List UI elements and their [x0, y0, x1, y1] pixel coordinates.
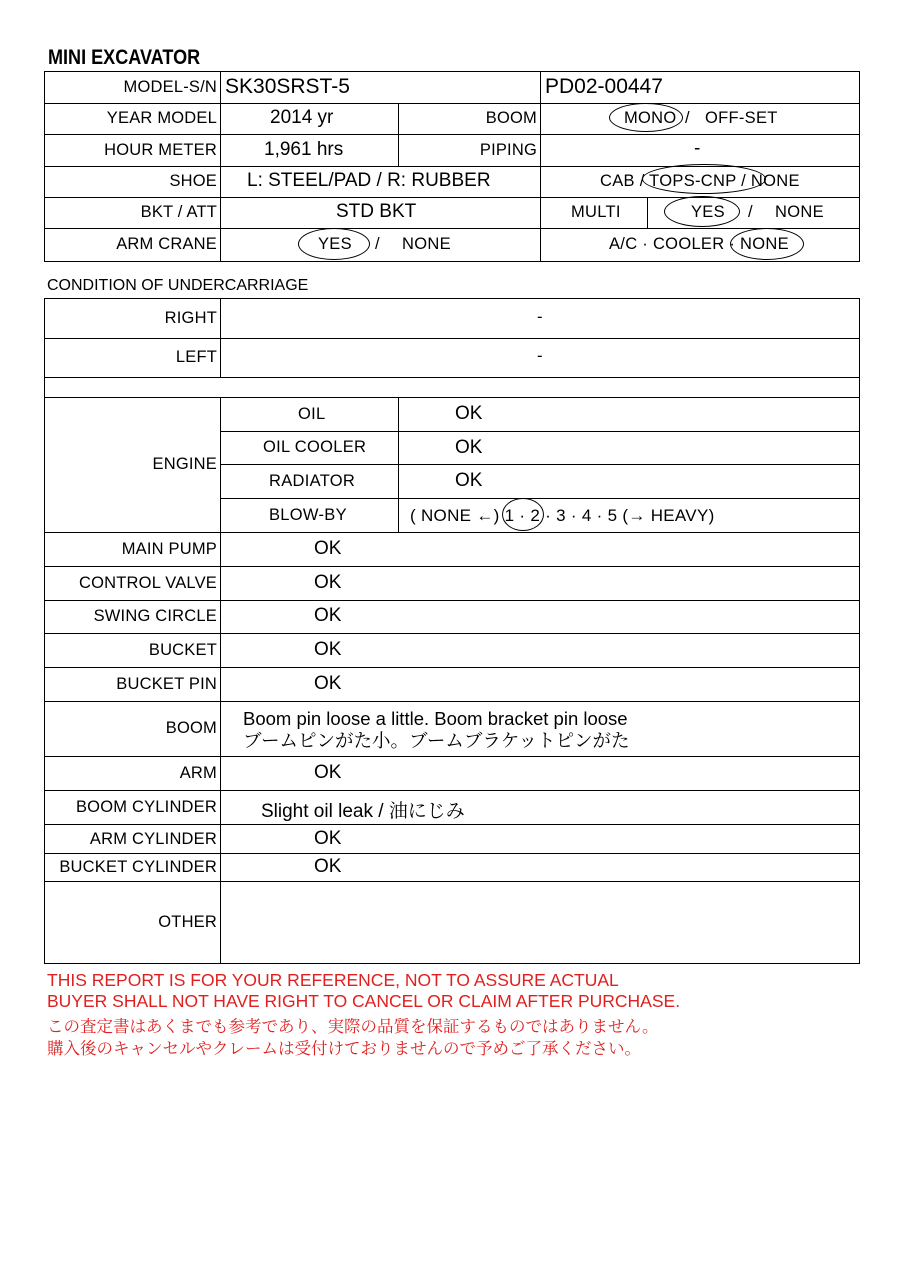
shoe-label: SHOE: [169, 172, 217, 190]
selected-circle-mark: [664, 196, 740, 227]
selected-circle-mark: [609, 103, 683, 132]
selected-circle-mark: [730, 228, 804, 260]
boom-value-en: Boom pin loose a little. Boom bracket pin loose: [243, 708, 628, 729]
ac-options: A/C · COOLER · NONE: [609, 235, 789, 253]
disclaimer-line-2: BUYER SHALL NOT HAVE RIGHT TO CANCEL OR CLAIM AFTER PURCHASE.: [47, 991, 681, 1011]
boom-value-jp: ブームピンがた小。ブームブラケットピンがた: [243, 730, 630, 751]
hour-value: 1,961 hrs: [264, 139, 344, 160]
selected-circle-mark: [298, 228, 370, 260]
bucket-label: BUCKET: [148, 641, 217, 659]
arm-crane-label: ARM CRANE: [116, 235, 217, 253]
arm-cylinder-label: ARM CYLINDER: [89, 830, 217, 848]
boom-label: BOOM: [165, 719, 217, 737]
control-valve-label: CONTROL VALVE: [79, 574, 217, 592]
shoe-value: L: STEEL/PAD / R: RUBBER: [247, 170, 491, 191]
multi-label: MULTI: [571, 203, 621, 221]
oil-cooler-value: OK: [455, 437, 483, 458]
blowby-scale: ( NONE ←) 1 · 2 · 3 · 4 · 5 (→ HEAVY): [410, 506, 715, 525]
swing-circle-label: SWING CIRCLE: [93, 607, 217, 625]
arm-crane-sep: /: [375, 235, 380, 253]
other-label: OTHER: [158, 913, 217, 931]
boom-type-label: BOOM: [485, 109, 537, 127]
left-value: -: [537, 347, 543, 365]
blowby-label: BLOW-BY: [269, 506, 347, 524]
year-value: 2014 yr: [270, 107, 334, 128]
multi-none: NONE: [775, 203, 824, 221]
arm-cylinder-value: OK: [314, 828, 342, 849]
arm-crane-yes: YES: [318, 235, 352, 253]
main-pump-label: MAIN PUMP: [121, 540, 217, 558]
bucket-value: OK: [314, 639, 342, 660]
radiator-label: RADIATOR: [269, 472, 356, 490]
undercarriage-heading: CONDITION OF UNDERCARRIAGE: [47, 277, 309, 294]
radiator-value: OK: [455, 470, 483, 491]
disclaimer-line-3: この査定書はあくまでも参考であり、実際の品質を保証するものではありません。: [47, 1018, 659, 1036]
boom-option-mono: MONO: [624, 109, 677, 127]
oil-cooler-label: OIL COOLER: [263, 438, 367, 456]
oil-label: OIL: [298, 405, 326, 423]
piping-label: PIPING: [479, 141, 537, 159]
multi-yes: YES: [691, 203, 725, 221]
selected-circle-mark: [642, 164, 766, 194]
boom-cylinder-value: Slight oil leak / 油にじみ: [261, 801, 465, 822]
bkt-value: STD BKT: [336, 201, 417, 222]
oil-value: OK: [455, 403, 483, 424]
arm-label: ARM: [179, 764, 217, 782]
main-pump-value: OK: [314, 538, 342, 559]
model-label: MODEL-S/N: [123, 78, 217, 96]
multi-sep: /: [748, 203, 753, 221]
bkt-label: BKT / ATT: [140, 203, 217, 221]
engine-label: ENGINE: [152, 455, 217, 473]
swing-circle-value: OK: [314, 605, 342, 626]
piping-value: -: [694, 138, 701, 159]
bucket-cylinder-value: OK: [314, 856, 342, 877]
cab-options: CAB / TOPS-CNP / NONE: [600, 172, 800, 190]
boom-sep: /: [685, 109, 690, 127]
arm-crane-none: NONE: [402, 235, 451, 253]
arm-value: OK: [314, 762, 342, 783]
right-label: RIGHT: [164, 309, 217, 327]
bucket-cylinder-label: BUCKET CYLINDER: [59, 858, 217, 876]
right-value: -: [537, 308, 543, 326]
left-label: LEFT: [175, 348, 217, 366]
hour-label: HOUR METER: [104, 141, 217, 159]
boom-option-offset: OFF-SET: [705, 109, 778, 127]
boom-cylinder-label: BOOM CYLINDER: [75, 798, 217, 816]
bucket-pin-label: BUCKET PIN: [116, 675, 217, 693]
page-title: MINI EXCAVATOR: [48, 46, 201, 69]
serial-value: PD02-00447: [545, 75, 663, 98]
disclaimer-line-4: 購入後のキャンセルやクレームは受付けておりませんので予めご了承ください。: [47, 1040, 641, 1058]
selected-circle-mark: [502, 498, 544, 531]
control-valve-value: OK: [314, 572, 342, 593]
model-value: SK30SRST-5: [225, 75, 350, 98]
bucket-pin-value: OK: [314, 673, 342, 694]
disclaimer-line-1: THIS REPORT IS FOR YOUR REFERENCE, NOT TO ASSURE ACTUAL: [47, 970, 619, 990]
year-label: YEAR MODEL: [106, 109, 217, 127]
